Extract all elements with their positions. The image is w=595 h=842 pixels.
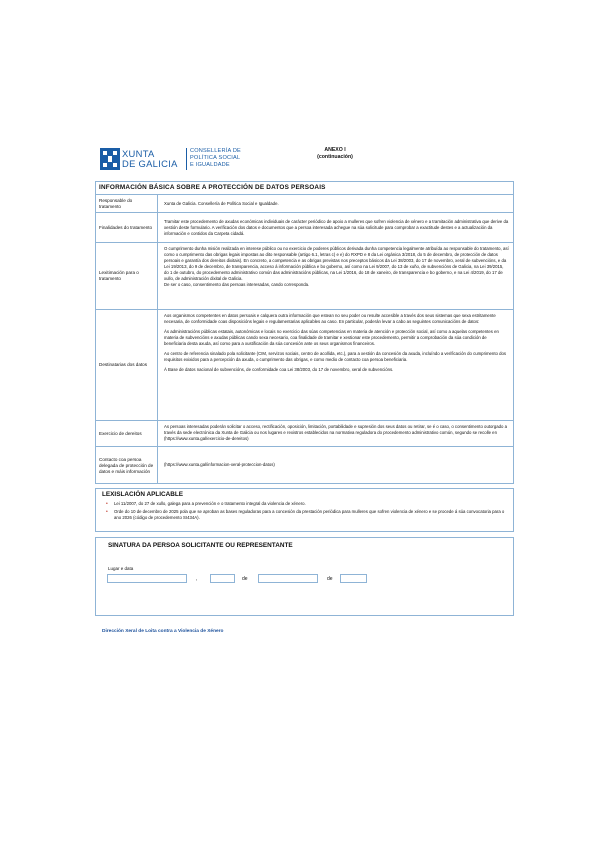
row-label: Responsable do tratamento — [96, 195, 158, 212]
table-row — [96, 447, 513, 484]
row-text — [164, 219, 509, 241]
comma-separator: , — [196, 576, 198, 582]
legislation-section — [95, 488, 514, 532]
logo-brand-line1: XUNTA — [122, 148, 155, 159]
row-paragraph: De ser o caso, consentimento das persoas interesadas, cando corresponda. — [164, 282, 310, 287]
data-protection-title: INFORMACIÓN BÁSICA SOBRE A PROTECCIÓN DE DATOS PERSOAIS — [96, 182, 513, 195]
xunta-emblem-icon — [100, 148, 120, 170]
logo-divider — [186, 148, 187, 170]
row-paragraph: Ao centro de referencia sinalado pola solicitante (CIM, servizos sociais, centro de acollida, etc.), para a xestión da concesión da axuda, incluíndo a verificación do cumprimento dos requisitos exixidos para a percepción da axuda, o cumprimento das obrigas, e como medio de contacto coa persoa beneficiaria. — [164, 351, 507, 362]
month-field[interactable] — [258, 574, 318, 583]
logo-brand-line2: DE GALICIA — [122, 158, 178, 169]
table-row — [96, 195, 513, 213]
bullet-icon: • — [106, 509, 108, 515]
privacy-info-link[interactable]: (https://www.xunta.gal/informacion-xeral-proteccion-datos) — [164, 462, 275, 467]
place-field[interactable] — [107, 574, 187, 583]
table-row — [96, 421, 513, 447]
row-text — [164, 462, 509, 472]
row-text — [164, 313, 509, 377]
table-row — [96, 213, 513, 243]
legislation-list — [106, 501, 507, 523]
legislation-item-text: Orde do 10 de decembro de 2025 pola que se aproban as bases reguladoras para a concesión da prestación periódica para mulleres que sofren violencia de xénero e se procede á súa convocatoria para o ano 2026 (código de procedemento SI434A). — [114, 509, 505, 520]
bullet-icon: • — [106, 501, 108, 507]
logo-dept-line1: CONSELLERÍA DE — [190, 148, 241, 154]
logo-dept-line2: POLÍTICA SOCIAL — [190, 155, 241, 161]
footer-text: Dirección Xeral de Loita contra a Violencia de Xénero — [102, 629, 224, 634]
row-label: Contacto coa persoa delegada de protección de datos e máis información — [96, 447, 158, 484]
place-date-label: Lugar e data — [108, 566, 134, 571]
row-paragraph: As persoas interesadas poderán solicitar o acceso, rectificación, oposición, limitación, portabilidade e supresión dos seus datos ou retirar, se é o caso, o consentimento outorgado a través da sede electrónica da Xunta de Galicia ou nos lugares e rexistros establecidos na normativa reguladora do procedemento administrativo común, segundo se recolle en (https://www.xunta.gal/exercicio-de-dereitos) — [164, 424, 507, 441]
signature-title: SINATURA DA PERSOA SOLICITANTE OU REPRESENTANTE — [108, 542, 293, 549]
row-label: Destinatarias dos datos — [96, 310, 158, 420]
year-field[interactable] — [340, 574, 367, 583]
row-text — [164, 201, 509, 211]
annex-subtitle: (continuación) — [317, 154, 353, 160]
list-item — [106, 501, 507, 507]
data-protection-table — [95, 181, 514, 484]
table-row — [96, 310, 513, 421]
list-item — [106, 509, 507, 521]
legislation-title: LEXISLACIÓN APLICABLE — [102, 491, 184, 498]
row-label: Finalidades do tratamento — [96, 213, 158, 242]
de-separator: de — [327, 576, 333, 582]
row-text — [164, 246, 509, 288]
row-paragraph: Aos organismos competentes en datos persoais e calquera outra información que estean no seu poder ou resulte accesible a través dos seus sistemas que sexa estritamente necesaria, de conformidade coas disposicións legais e regulamentarias aplicables ao caso. En particular, poderán levar a cabo as seguintes comunicacións de datos: — [164, 313, 496, 324]
row-paragraph: Ás administracións públicas estatais, autonómicas e locais no exercicio das súas competencias en materia de atención e protección social, así como a aquelas competentes en materia de subvencións e axudas públicas cando sexa necesario, coa finalidade de tramitar e xestionar este procedemento, permitir a comprobación da súa condición de beneficiaria desta axuda, así como para a xustificación da súa concesión ante os seus organismos financeiros. — [164, 329, 499, 346]
row-paragraph: Tramitar este procedemento de axudas económicas individuais de carácter periódico de apoio a mulleres que sofren violencia de xénero e a tramitación administrativa que derive da xestión deste formulario. A verificación dos datos e documentos que a persoa interesada achegue na súa solicitude para comprobar a exactitude destes e a actualización da información e contidos da Carpeta cidadá. — [164, 219, 509, 236]
row-paragraph: Á Base de datos nacional de subvencións, de conformidade coa Lei 38/2003, do 17 de novembro, xeral de subvencións. — [164, 367, 394, 372]
xunta-logo — [100, 148, 260, 170]
signature-section — [95, 537, 514, 616]
row-label: Exercicio de dereitos — [96, 421, 158, 446]
de-separator: de — [242, 576, 248, 582]
legislation-item-text: Lei 11/2007, do 27 de xullo, galega para a prevención e o tratamento integral da violencia de xénero. — [114, 501, 306, 506]
row-label: Lexitimación para o tratamento — [96, 243, 158, 309]
logo-dept-line3: E IGUALDADE — [190, 162, 230, 168]
row-paragraph: Xunta de Galicia. Consellería de Política Social e Igualdade. — [164, 201, 279, 206]
annex-heading — [295, 147, 375, 161]
table-row — [96, 243, 513, 310]
day-field[interactable] — [210, 574, 235, 583]
row-paragraph: O cumprimento dunha misión realizada en interese público ou no exercicio de poderes públicos derivada dunha competencia legalmente atribuída ao responsable do tratamento, así como o cumprimento das obrigas legais impostas ao dito responsable (artigo 6.1, letras c) e e) do RXPD e 8 da Lei orgánica 3/2018, do 5 de decembro, de protección de datos persoais e garantía dos dereitos dixitais). En concreto, a competencia e as obrigas previstas nos preceptos básicos da Lei 38/2003, do 17 de novembro, xeral de subvencións, e da Lei 19/2013, do 9 de decembro, de transparencia, acceso á información pública e bo goberno, así como na Lei 9/2007, do 13 de xuño, de subvencións de Galicia, na Lei 39/2015, do 1 de outubro, do procedemento administrativo común das administracións públicas, na Lei 1/2016, do 18 de xaneiro, de transparencia e bo goberno, e na Lei 4/2019, do 17 de xullo, de administración dixital de Galicia. — [164, 246, 509, 281]
annex-title: ANEXO I — [324, 147, 346, 153]
row-text — [164, 424, 509, 446]
